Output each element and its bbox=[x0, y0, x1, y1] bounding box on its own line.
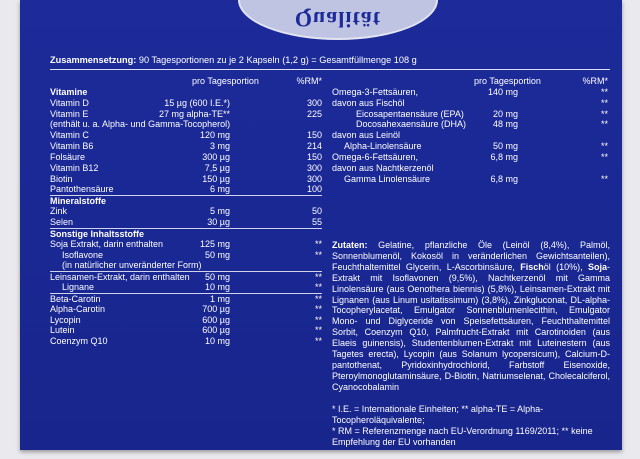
table-row bbox=[50, 217, 322, 228]
ingredients-label: Zutaten: bbox=[332, 240, 368, 250]
table-row bbox=[50, 141, 322, 152]
nutrient-name: Eicosapentaensäure (EPA) bbox=[356, 108, 464, 119]
rm-percent: ** bbox=[600, 108, 608, 119]
composition-label: Zusammensetzung: bbox=[50, 55, 137, 65]
allergen-fish: Fisch bbox=[520, 261, 544, 272]
rm-percent: 50 bbox=[311, 206, 322, 217]
nutrient-name: Lycopin bbox=[50, 314, 81, 325]
table-row bbox=[332, 119, 608, 130]
rm-percent: ** bbox=[600, 151, 608, 162]
footnote-2: * RM = Referenzmenge nach EU-Verordnung 1169/2011; ** keine Empfehlung der EU vorhanden bbox=[332, 425, 593, 447]
head-per-portion: pro Tagesportion bbox=[192, 76, 259, 86]
rm-percent: ** bbox=[314, 325, 322, 336]
table-row bbox=[332, 174, 608, 185]
amount-per-portion: 20 mg bbox=[492, 108, 518, 119]
rm-percent: ** bbox=[314, 249, 322, 260]
nutrient-name: Pantothensäure bbox=[50, 184, 114, 195]
rm-percent: 300 bbox=[306, 97, 322, 108]
table-row bbox=[332, 130, 608, 141]
amount-per-portion: 150 µg bbox=[202, 173, 230, 184]
nutrient-name: Leinsamen-Extrakt, darin enthalten bbox=[50, 272, 190, 283]
rm-percent: ** bbox=[600, 141, 608, 152]
nutrient-name: Soja Extrakt, darin enthalten bbox=[50, 238, 164, 249]
nutrient-name: Beta-Carotin bbox=[50, 293, 101, 304]
amount-per-portion: 6,8 mg bbox=[490, 173, 518, 184]
rm-percent: ** bbox=[600, 97, 608, 108]
nutrient-name: Alpha-Carotin bbox=[50, 303, 106, 314]
table-row bbox=[50, 293, 322, 304]
amount-per-portion: 10 mg bbox=[204, 282, 230, 293]
rm-percent: ** bbox=[314, 238, 322, 249]
nutrient-name: davon aus Leinöl bbox=[332, 130, 401, 141]
table-row bbox=[50, 271, 322, 282]
table-row bbox=[50, 184, 322, 195]
nutrient-name: Isoflavone bbox=[62, 249, 104, 260]
nutrient-name: Lutein bbox=[50, 325, 75, 336]
table-row bbox=[50, 87, 322, 98]
table-row bbox=[332, 141, 608, 152]
nutrient-name: Vitamin E bbox=[50, 108, 89, 119]
nutrient-name: Vitamin B6 bbox=[50, 141, 94, 152]
rm-percent: 300 bbox=[306, 173, 322, 184]
table-row bbox=[50, 336, 322, 347]
amount-per-portion: 15 µg (600 I.E.*) bbox=[164, 97, 230, 108]
nutrient-name: Omega-6-Fettsäuren, bbox=[332, 151, 419, 162]
head-per-portion: pro Tagesportion bbox=[474, 76, 541, 86]
amount-per-portion: 6,8 mg bbox=[490, 151, 518, 162]
table-row bbox=[50, 325, 322, 336]
nutrient-name: Selen bbox=[50, 216, 74, 227]
nutrient-name: Coenzym Q10 bbox=[50, 336, 108, 347]
table-row bbox=[50, 174, 322, 185]
amount-per-portion: 30 µg bbox=[207, 216, 230, 227]
rm-percent: ** bbox=[314, 272, 322, 283]
table-row bbox=[50, 260, 322, 271]
amount-per-portion: 6 mg bbox=[209, 184, 230, 195]
amount-per-portion: 50 mg bbox=[204, 249, 230, 260]
rm-percent: ** bbox=[600, 119, 608, 130]
head-rm: %RM* bbox=[582, 76, 608, 86]
table-row bbox=[50, 195, 322, 206]
seal-text: Qualität bbox=[294, 7, 382, 32]
rm-percent: ** bbox=[314, 303, 322, 314]
nutrient-name: Alpha-Linolensäure bbox=[344, 141, 422, 152]
nutrient-name: Vitamin B12 bbox=[50, 162, 99, 173]
table-row bbox=[332, 163, 608, 174]
nutrient-name: (in natürlicher unveränderter Form) bbox=[62, 260, 202, 271]
nutrient-name: Sonstige Inhaltsstoffe bbox=[50, 228, 145, 239]
ingredients-part-1: Gelatine, pflanzliche Öle (Leinöl (8,4%), Palmöl, Sonnenblumenöl, Kokosöl in veränderlichen Gewichtsanteilen), Feuchthaltemittel Glycerin, L-Ascorbinsäure, bbox=[332, 240, 610, 272]
amount-per-portion: 300 µg bbox=[202, 151, 230, 162]
nutrient-name: Zink bbox=[50, 206, 68, 217]
table-head bbox=[332, 76, 608, 87]
amount-per-portion: 1 mg bbox=[209, 293, 230, 304]
allergen-soy: Soja bbox=[587, 261, 607, 272]
table-row bbox=[50, 130, 322, 141]
amount-per-portion: 10 mg bbox=[204, 336, 230, 347]
nutrient-table-right bbox=[332, 76, 608, 184]
amount-per-portion: 600 µg bbox=[202, 325, 230, 336]
rm-percent: ** bbox=[600, 173, 608, 184]
rm-percent: ** bbox=[600, 86, 608, 97]
rm-percent: 214 bbox=[306, 141, 322, 152]
table-row bbox=[332, 98, 608, 109]
head-rm: %RM* bbox=[296, 76, 322, 86]
amount-per-portion: 700 µg bbox=[202, 303, 230, 314]
quality-seal bbox=[238, 0, 438, 40]
table-row bbox=[50, 119, 322, 130]
table-row bbox=[50, 98, 322, 109]
nutrient-name: Gamma Linolensäure bbox=[344, 173, 431, 184]
amount-per-portion: 125 mg bbox=[199, 238, 230, 249]
nutrient-table-left bbox=[50, 76, 322, 347]
rm-percent: ** bbox=[314, 282, 322, 293]
ingredients-part-3: -Extrakt mit Isoflavonen (9,5%), Nachtkerzenöl mit Gamma Linolensäure (aus Oenothera biennis) (5,8%), Leinsamen-Extrakt mit Lignanen (aus Linum usitatissimum) (3,8%), Zinkgluconat, DL-alpha-Tocopherylacetat, Emulgator Sonnenblumenlecithin, Emulgator Mono- und Diglyceride von Speisefettsäuren, Feuchthaltemittel Sorbit, Coenzym Q10, Palmfrucht-Extrakt mit Carotinoiden (aus Elaeis guinensis), Studentenblumen-Extrakt mit Luteinestern (aus Tagetes erecta), Lycopin (aus Solanum lycopersicum), Calcium-D-pantothenat, Pyridoxinhydrochlorid, Farbstoff Eisenoxide, Pteroylmonoglutaminsäure, D-Biotin, Natriumselenat, Cholecalciferol, Cyanocobalamin bbox=[332, 261, 610, 392]
table-row bbox=[50, 250, 322, 261]
rm-percent: ** bbox=[314, 293, 322, 304]
ingredients-part-2: öl (10%), bbox=[543, 261, 588, 272]
amount-per-portion: 50 mg bbox=[492, 141, 518, 152]
table-row bbox=[50, 239, 322, 250]
amount-per-portion: 600 µg bbox=[202, 314, 230, 325]
nutrient-name: Vitamin D bbox=[50, 97, 89, 108]
amount-per-portion: 48 mg bbox=[492, 119, 518, 130]
table-row bbox=[50, 109, 322, 120]
amount-per-portion: 120 mg bbox=[199, 130, 230, 141]
table-row bbox=[50, 282, 322, 293]
table-row bbox=[332, 109, 608, 120]
table-row bbox=[332, 152, 608, 163]
nutrient-name: Mineralstoffe bbox=[50, 196, 107, 207]
amount-per-portion: 50 mg bbox=[204, 272, 230, 283]
amount-per-portion: 3 mg bbox=[209, 141, 230, 152]
rm-percent: 225 bbox=[306, 108, 322, 119]
rm-percent: ** bbox=[314, 314, 322, 325]
nutrient-name: Folsäure bbox=[50, 151, 86, 162]
footnote-1: * I.E. = Internationale Einheiten; ** alpha-TE = Alpha-Tocopheroläquivalente; bbox=[332, 404, 544, 425]
rm-percent: ** bbox=[314, 336, 322, 347]
table-row bbox=[50, 206, 322, 217]
nutrient-name: (enthält u. a. Alpha- und Gamma-Tocopherol) bbox=[50, 119, 231, 130]
nutrient-name: davon aus Fischöl bbox=[332, 97, 405, 108]
package-panel bbox=[20, 0, 622, 450]
table-row bbox=[50, 315, 322, 326]
nutrient-name: Vitamin C bbox=[50, 130, 89, 141]
amount-per-portion: 5 mg bbox=[209, 206, 230, 217]
nutrient-name: davon aus Nachtkerzenöl bbox=[332, 162, 434, 173]
composition-text: 90 Tagesportionen zu je 2 Kapseln (1,2 g) = Gesamtfüllmenge 108 g bbox=[138, 55, 417, 65]
composition-header bbox=[50, 55, 610, 70]
nutrient-name: Omega-3-Fettsäuren, bbox=[332, 86, 419, 97]
amount-per-portion: 7,5 µg bbox=[204, 162, 230, 173]
rm-percent: 150 bbox=[306, 151, 322, 162]
amount-per-portion: 140 mg bbox=[487, 86, 518, 97]
table-row bbox=[332, 87, 608, 98]
table-row bbox=[50, 163, 322, 174]
nutrient-name: Docosahexaensäure (DHA) bbox=[356, 119, 467, 130]
nutrient-name: Vitamine bbox=[50, 86, 88, 97]
rm-percent: 100 bbox=[306, 184, 322, 195]
table-head bbox=[50, 76, 322, 87]
table-row bbox=[50, 152, 322, 163]
nutrient-name: Lignane bbox=[62, 282, 95, 293]
amount-per-portion: 27 mg alpha-TE** bbox=[158, 108, 230, 119]
table-row bbox=[50, 228, 322, 239]
rm-percent: 55 bbox=[311, 216, 322, 227]
rm-percent: 300 bbox=[306, 162, 322, 173]
footnotes bbox=[332, 404, 610, 448]
nutrient-name: Biotin bbox=[50, 173, 73, 184]
rm-percent: 150 bbox=[306, 130, 322, 141]
ingredients-text bbox=[332, 240, 610, 393]
table-row bbox=[50, 304, 322, 315]
